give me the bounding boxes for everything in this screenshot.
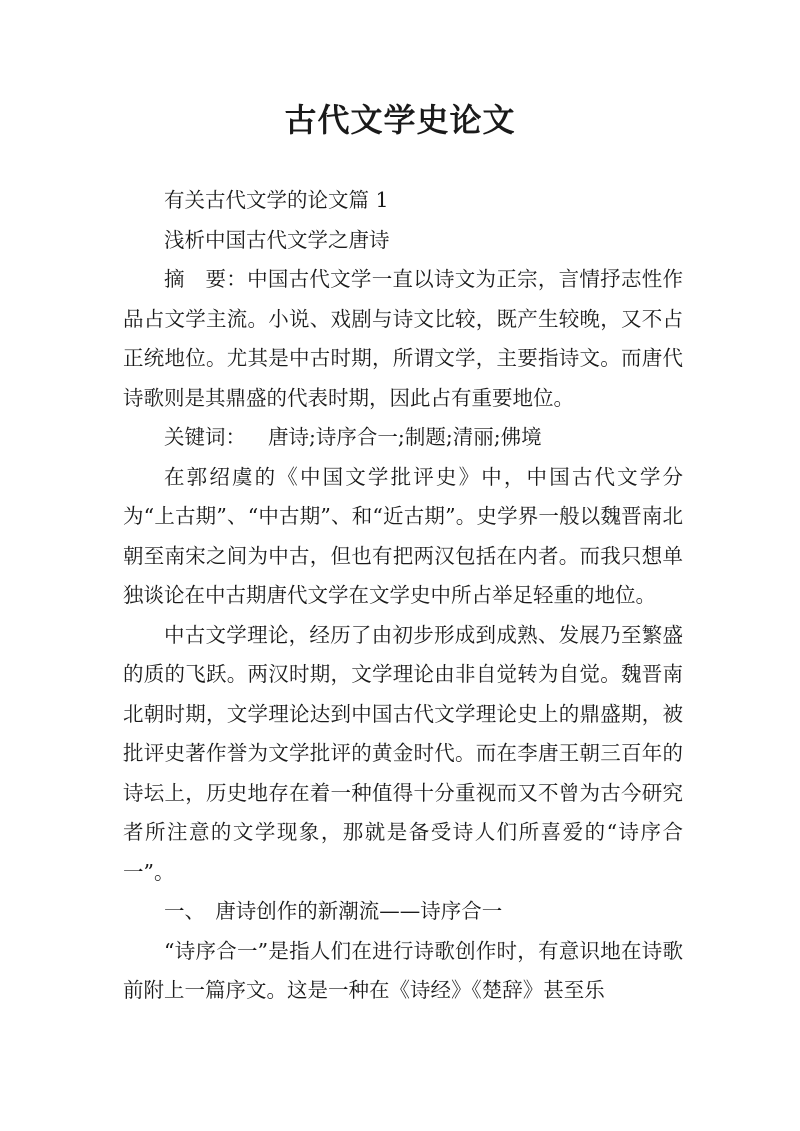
keywords-line: [123, 418, 683, 458]
article-subtitle: 浅析中国古代文学之唐诗: [164, 227, 390, 252]
abstract-paragraph: 摘 要：中国古代文学一直以诗文为正宗，言情抒志性作品占文学主流。小说、戏剧与诗文比较，既产生较晚，又不占正统地位。尤其是中古时期，所谓文学，主要指诗文。而唐代诗歌则是其鼎盛的代表时期，因此占有重要地位。: [123, 267, 683, 410]
document-body: [123, 181, 683, 1011]
article-heading: 有关古代文学的论文篇 1: [164, 188, 389, 212]
body-paragraph: “诗序合一”是指人们在进行诗歌创作时，有意识地在诗歌前附上一篇序文。这是一种在《诗经》《楚辞》甚至乐: [123, 938, 683, 1002]
section-heading: 一、 唐诗创作的新潮流——诗序合一: [164, 899, 503, 923]
body-paragraph: 在郭绍虞的《中国文学批评史》中，中国古代文学分为“上古期”、“中古期”、和“近古期”。史学界一般以魏晋南北朝至南宋之间为中古，但也有把两汉包括在内者。而我只想单独谈论在中古期唐代文学在文学史中所占举足轻重的地位。: [123, 464, 683, 607]
body-paragraph: 中古文学理论，经历了由初步形成到成熟、发展乃至繁盛的质的飞跃。两汉时期，文学理论由非自觉转为自觉。魏晋南北朝时期，文学理论达到中国古代文学理论史上的鼎盛期，被批评史著作誉为文学批评的黄金时代。而在李唐王朝三百年的诗坛上，历史地存在着一种值得十分重视而又不曾为古今研究者所注意的文学现象，那就是备受诗人们所喜爱的“诗序合一”。: [123, 622, 683, 884]
document-title: 古代文学史论文: [284, 101, 516, 139]
keywords-label: 关键词：: [164, 425, 246, 449]
keywords-value: 唐诗;诗序合一;制题;清丽;佛境: [268, 425, 542, 449]
